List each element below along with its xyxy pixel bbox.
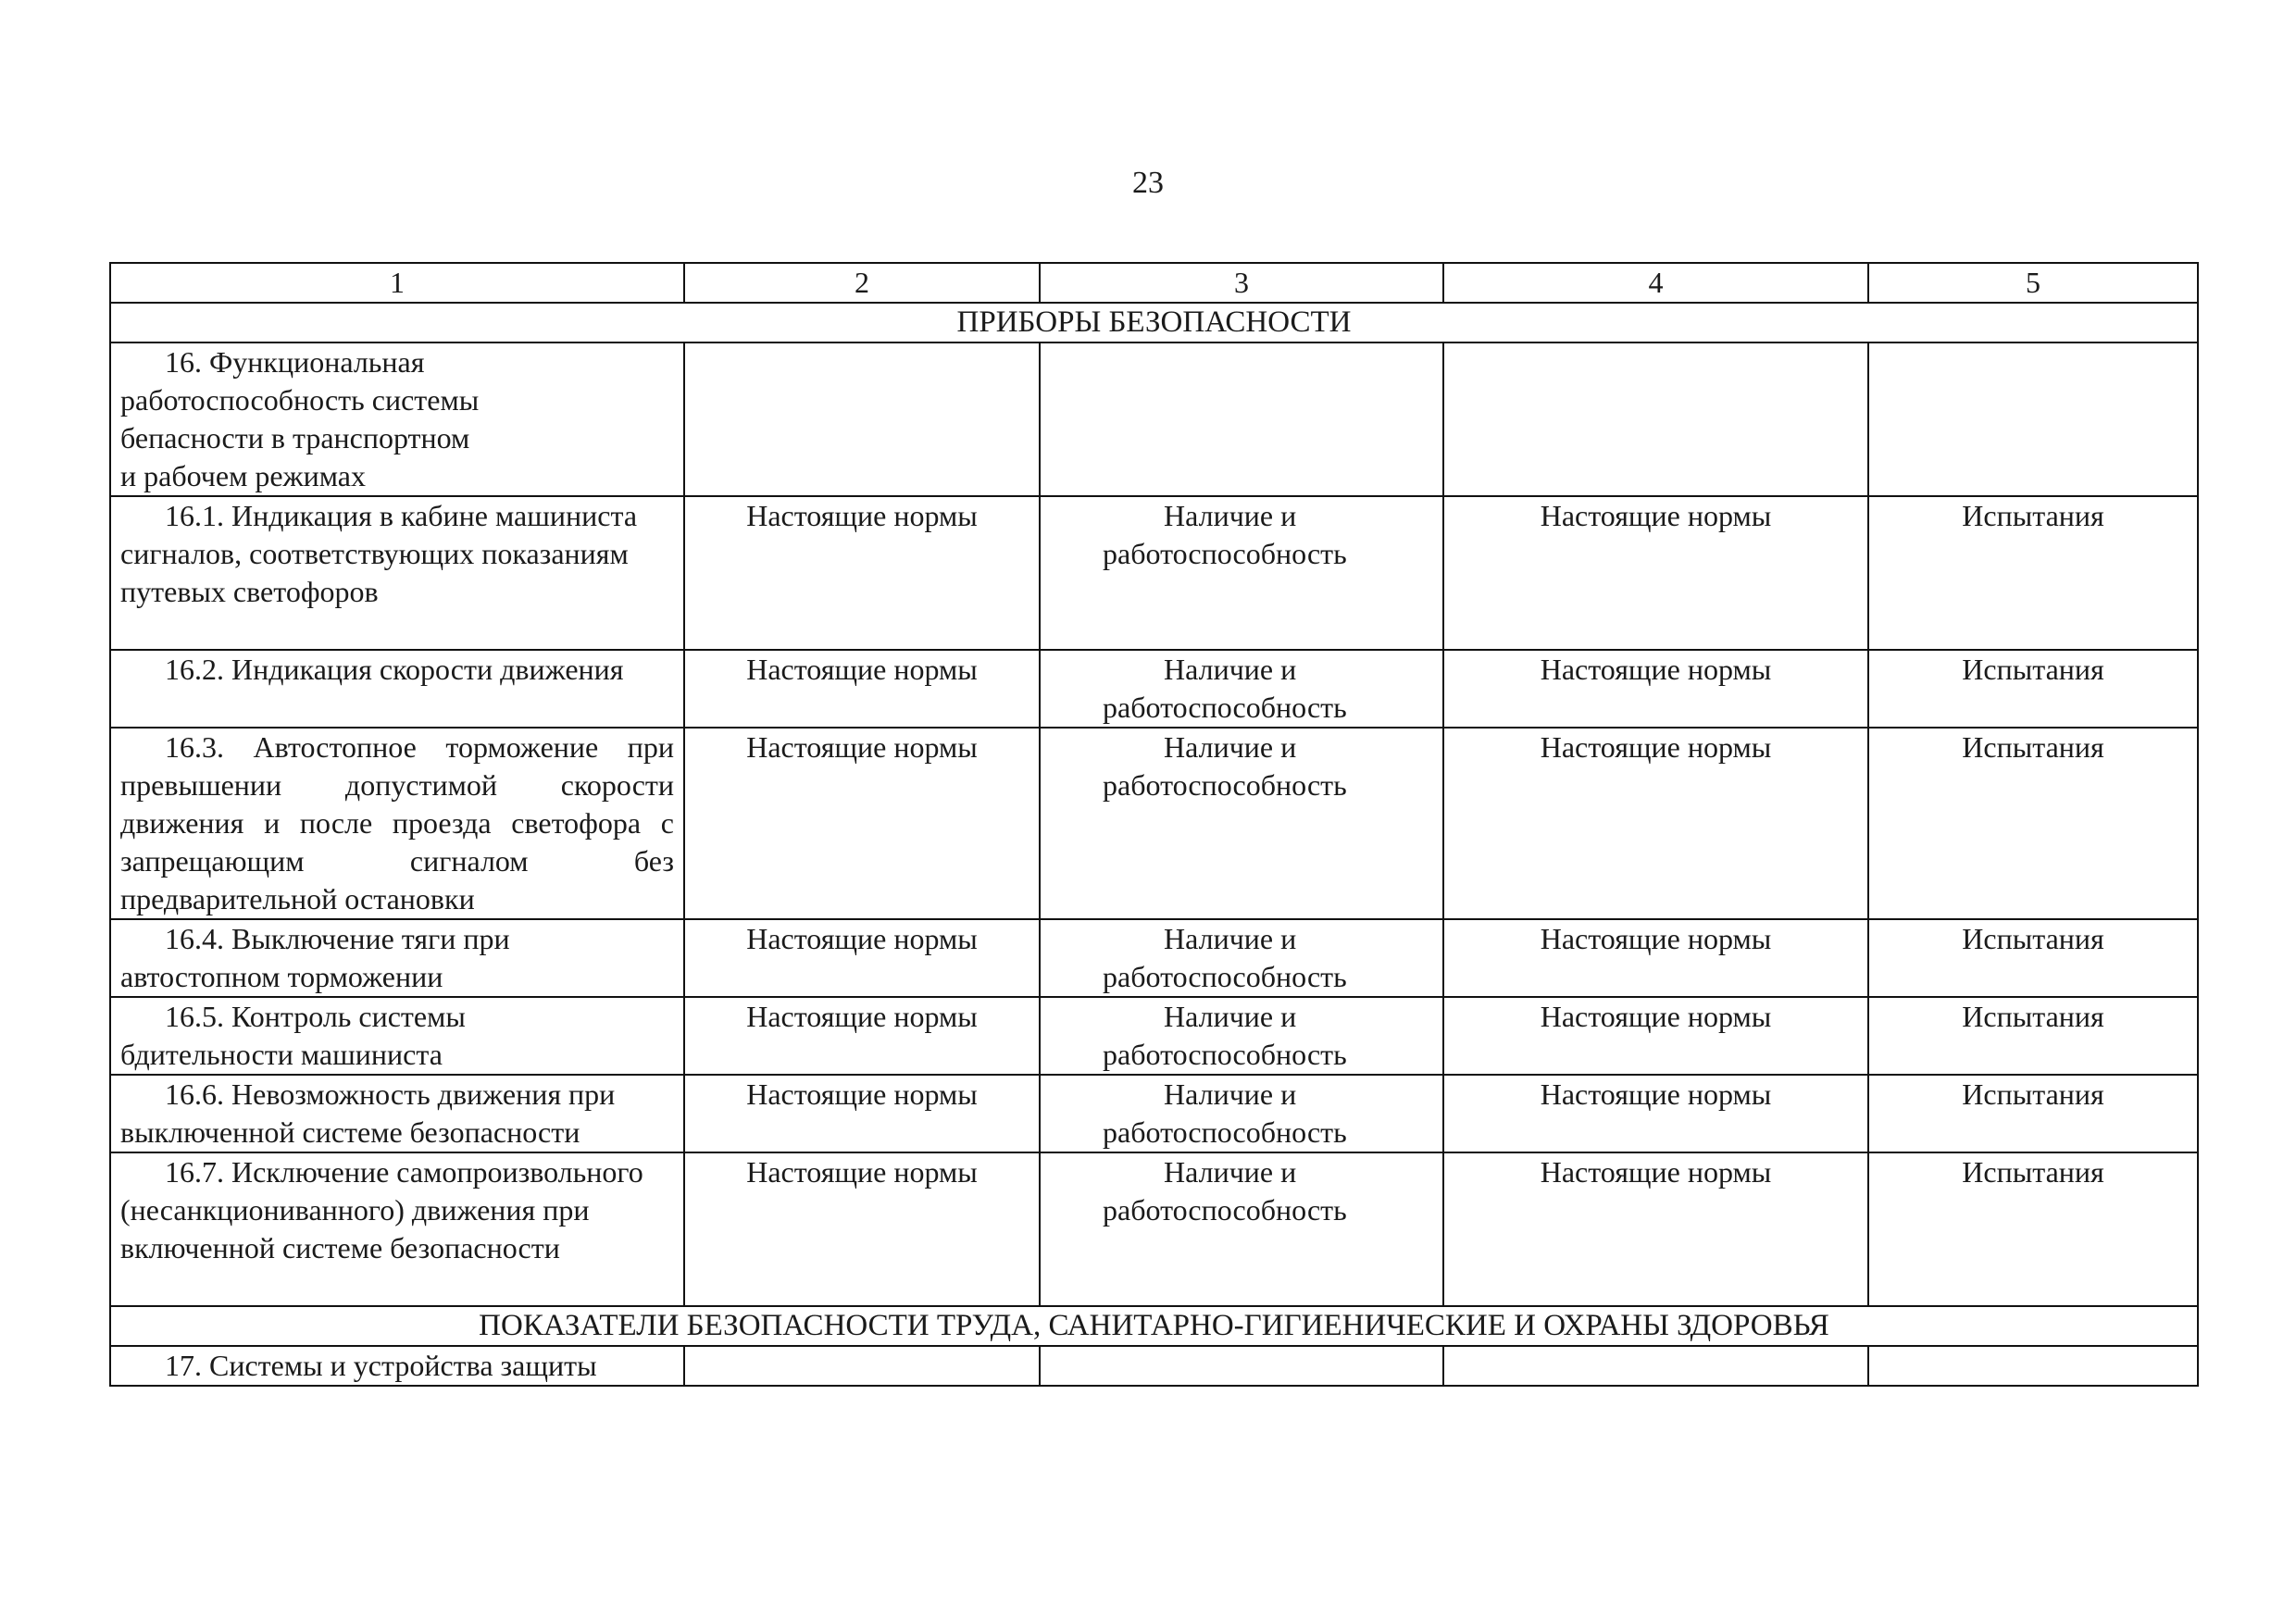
value-line-1: Наличие и (1164, 1077, 1297, 1111)
table-row (110, 342, 2198, 496)
value-cell (1040, 342, 1443, 496)
page-number: 23 (1132, 166, 1164, 200)
table-row (110, 1152, 2198, 1306)
value-line-1: Наличие и (1164, 922, 1297, 955)
requirement-text: 16.2. Индикация скорости движения (165, 653, 624, 686)
value-line-2: работоспособность (1103, 1115, 1347, 1149)
control-type-cell (1868, 1346, 2198, 1386)
control-type-cell: Испытания (1868, 997, 2198, 1075)
control-type-cell: Испытания (1868, 496, 2198, 650)
control-type-cell: Испытания (1868, 919, 2198, 997)
requirement-text: 16.3. Автостопное торможение при превышении допустимой скорости движения и после проезда светофора с запрещающим сигналом без предварительной остановки (120, 730, 674, 915)
section-row-safety-devices (110, 303, 2198, 342)
value-line-2: работоспособность (1103, 768, 1347, 802)
control-type-cell: Испытания (1868, 1152, 2198, 1306)
norm-document-cell: Настоящие нормы (684, 650, 1040, 728)
value-line-2: работоспособность (1103, 960, 1347, 993)
norm-document-cell: Настоящие нормы (684, 1075, 1040, 1152)
section-title: ПРИБОРЫ БЕЗОПАСНОСТИ (110, 303, 2198, 342)
value-cell (1040, 728, 1443, 919)
value-line-2: работоспособность (1103, 1193, 1347, 1227)
requirement-cell (110, 1346, 684, 1386)
value-cell (1040, 919, 1443, 997)
value-line-1: Наличие и (1164, 1000, 1297, 1033)
table-row (110, 650, 2198, 728)
table-row (110, 997, 2198, 1075)
norm-document-cell (684, 1346, 1040, 1386)
value-cell (1040, 1152, 1443, 1306)
requirement-text: 17. Системы и устройства защиты (165, 1349, 597, 1382)
value-line-2: работоспособность (1103, 1038, 1347, 1071)
value-cell (1040, 997, 1443, 1075)
value-line-2: работоспособность (1103, 691, 1347, 724)
section-row-labor-safety (110, 1306, 2198, 1346)
column-number-row (110, 263, 2198, 303)
requirement-text: 16.1. Индикация в кабине машиниста сигналов, соответствующих показаниям путевых светофоров (120, 499, 638, 608)
requirement-text: 16. Функциональная работоспособность системы бепасности в транспортном и рабочем режимах (120, 345, 480, 492)
method-document-cell: Настоящие нормы (1443, 997, 1868, 1075)
value-cell (1040, 496, 1443, 650)
table-row (110, 496, 2198, 650)
requirement-cell (110, 1152, 684, 1306)
method-document-cell: Настоящие нормы (1443, 1152, 1868, 1306)
requirement-cell (110, 342, 684, 496)
value-line-2: работоспособность (1103, 537, 1347, 570)
requirements-table (109, 262, 2199, 1387)
requirement-text: 16.5. Контроль системы бдительности машиниста (120, 1000, 466, 1071)
table-row (110, 1346, 2198, 1386)
norm-document-cell: Настоящие нормы (684, 728, 1040, 919)
control-type-cell: Испытания (1868, 728, 2198, 919)
table-row (110, 728, 2198, 919)
table-row (110, 1075, 2198, 1152)
requirement-cell (110, 496, 684, 650)
method-document-cell (1443, 342, 1868, 496)
norm-document-cell: Настоящие нормы (684, 496, 1040, 650)
method-document-cell: Настоящие нормы (1443, 650, 1868, 728)
table-row (110, 919, 2198, 997)
requirement-cell (110, 919, 684, 997)
requirement-cell (110, 650, 684, 728)
column-number-3: 3 (1040, 263, 1443, 303)
requirement-text: 16.4. Выключение тяги при автостопном торможении (120, 922, 510, 993)
column-number-2: 2 (684, 263, 1040, 303)
method-document-cell: Настоящие нормы (1443, 728, 1868, 919)
control-type-cell (1868, 342, 2198, 496)
method-document-cell: Настоящие нормы (1443, 919, 1868, 997)
method-document-cell: Настоящие нормы (1443, 496, 1868, 650)
method-document-cell (1443, 1346, 1868, 1386)
requirement-cell (110, 1075, 684, 1152)
control-type-cell: Испытания (1868, 1075, 2198, 1152)
column-number-1: 1 (110, 263, 684, 303)
requirement-cell (110, 728, 684, 919)
requirement-text: 16.7. Исключение самопроизвольного (несанкциониванного) движения при включенной системе безопасности (120, 1155, 643, 1264)
value-line-1: Наличие и (1164, 499, 1297, 532)
column-number-5: 5 (1868, 263, 2198, 303)
requirement-cell (110, 997, 684, 1075)
column-number-4: 4 (1443, 263, 1868, 303)
value-line-1: Наличие и (1164, 653, 1297, 686)
norm-document-cell: Настоящие нормы (684, 997, 1040, 1075)
section-title: ПОКАЗАТЕЛИ БЕЗОПАСНОСТИ ТРУДА, САНИТАРНО-ГИГИЕНИЧЕСКИЕ И ОХРАНЫ ЗДОРОВЬЯ (110, 1306, 2198, 1346)
control-type-cell: Испытания (1868, 650, 2198, 728)
method-document-cell: Настоящие нормы (1443, 1075, 1868, 1152)
norm-document-cell (684, 342, 1040, 496)
value-cell (1040, 1346, 1443, 1386)
value-cell (1040, 1075, 1443, 1152)
value-line-1: Наличие и (1164, 1155, 1297, 1189)
value-cell (1040, 650, 1443, 728)
value-line-1: Наличие и (1164, 730, 1297, 764)
norm-document-cell: Настоящие нормы (684, 919, 1040, 997)
requirement-text: 16.6. Невозможность движения при выключенной системе безопасности (120, 1077, 616, 1149)
norm-document-cell: Настоящие нормы (684, 1152, 1040, 1306)
